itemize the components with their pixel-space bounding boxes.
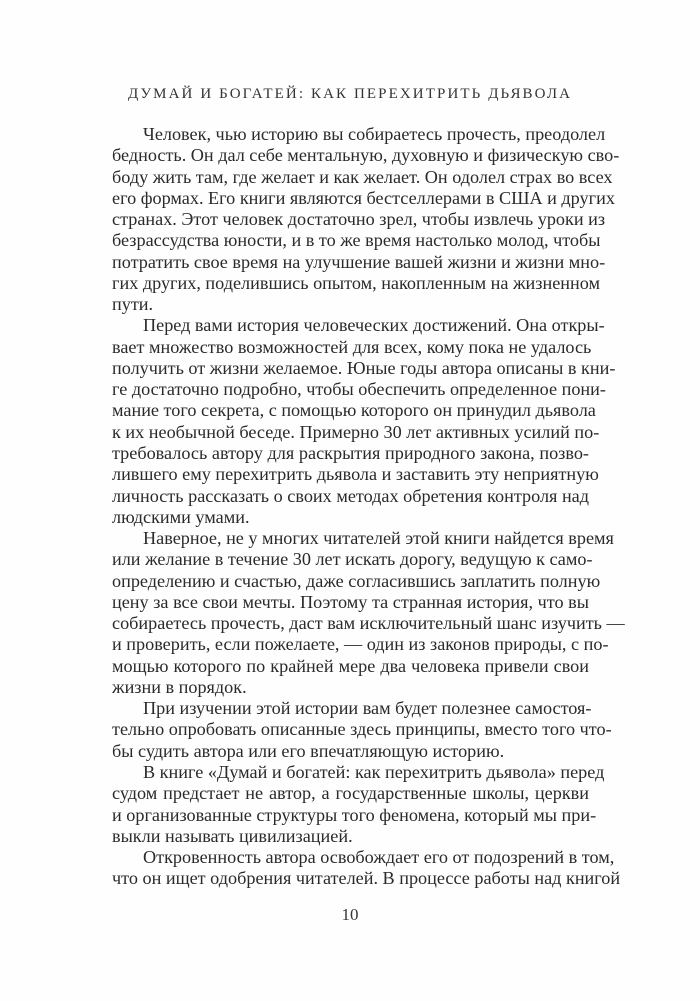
text-line: выкли называть цивилизацией. [112, 825, 353, 846]
text-line: потратить свое время на улучшение вашей жизни и жизни мно- [112, 251, 606, 272]
text-line: его формах. Его книги являются бестселлерами в США и других [112, 187, 615, 208]
text-line: При изучении этой истории вам будет полезнее самостоя- [143, 698, 592, 719]
paragraph [112, 761, 605, 847]
page-number: 10 [341, 905, 359, 924]
paragraph [112, 124, 620, 315]
text-line: бы судить автора или его впечатляющую историю. [112, 740, 505, 761]
text-line: мощью которого по крайней мере два человека привели свои [112, 655, 589, 676]
text-line: тельно опробовать описанные здесь принципы, вместо того что- [112, 719, 612, 740]
text-line: и проверить, если пожелаете, — один из законов природы, с по- [112, 634, 609, 655]
text-line: лившего ему перехитрить дьявола и заставить эту неприятную [112, 464, 599, 485]
text-line: требовалось автору для раскрытия природного закона, позво- [112, 442, 589, 463]
text-line: бедность. Он дал себе ментальную, духовную и физическую сво- [112, 145, 620, 166]
text-line: Перед вами история человеческих достижений. Она откры- [143, 315, 605, 336]
text-line: безрассудства юности, и в то же время настолько молод, чтобы [112, 230, 601, 251]
text-line: боду жить там, где желает и как желает. Он одолел страх во всех [112, 166, 613, 187]
text-line: пути. [112, 294, 154, 315]
text-line: людскими умами. [112, 506, 250, 527]
paragraph [112, 847, 621, 890]
text-line: цену за все свои мечты. Поэтому та странная история, что вы [112, 591, 589, 612]
text-line: собираетесь прочесть, даст вам исключительный шанс изучить — [112, 613, 625, 634]
text-line: ге достаточно подробно, чтобы обеспечить определенное пони- [112, 379, 606, 400]
text-line: что он ищет одобрения читателей. В процессе работы над книгой [112, 868, 621, 889]
text-line: и организованные структуры того феномена, который мы при- [112, 804, 597, 825]
text-line: Человек, чью историю вы собираетесь прочесть, преодолел [143, 124, 606, 144]
paragraph [112, 698, 612, 762]
text-line: мание того секрета, с помощью которого он принудил дьявола [112, 400, 596, 421]
body-text [112, 124, 625, 890]
text-line: определению и счастью, даже согласившись заплатить полную [112, 570, 601, 591]
text-line: жизни в порядок. [112, 676, 247, 697]
text-line: гих других, поделившись опытом, накопленным на жизненном [112, 272, 600, 293]
text-line: личность рассказать о своих методах обретения контроля над [112, 485, 589, 506]
text-line: Наверное, не у многих читателей этой книги найдется время [143, 528, 614, 549]
text-line: странах. Этот человек достаточно зрел, чтобы извлечь уроки из [112, 209, 606, 230]
text-line: вает множество возможностей для всех, кому пока не удалось [112, 336, 592, 357]
text-line: Откровенность автора освобождает его от подозрений в том, [143, 847, 615, 868]
text-line: В книге «Думай и богатей: как перехитрить дьявола» перед [143, 761, 605, 782]
text-line: к их необычной беседе. Примерно 30 лет активных усилий по- [112, 421, 600, 442]
text-line: или желание в течение 30 лет искать дорогу, ведущую к само- [112, 549, 593, 570]
text-line: судом предстает не автор, а государственные школы, церкви [112, 783, 589, 804]
text-line: получить от жизни желаемое. Юные годы автора описаны в кни- [112, 357, 616, 378]
paragraph [112, 315, 616, 528]
paragraph [112, 528, 625, 698]
running-head: ДУМАЙ И БОГАТЕЙ: КАК ПЕРЕХИТРИТЬ ДЬЯВОЛА [127, 86, 573, 102]
